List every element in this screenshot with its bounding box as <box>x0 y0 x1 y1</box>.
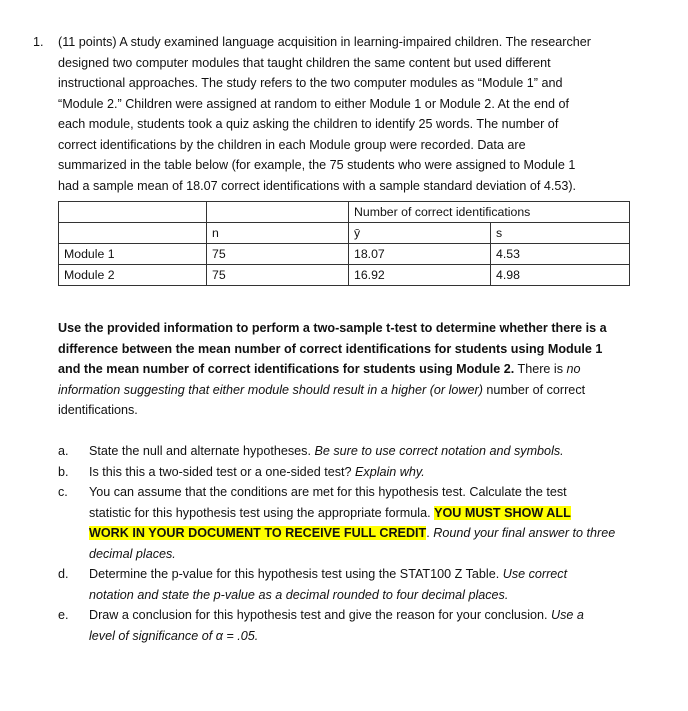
part-normal: State the null and alternate hypotheses. <box>89 444 315 458</box>
part-normal: . <box>426 526 434 540</box>
intro-line: designed two computer modules that taught children the same content but used different <box>58 55 551 70</box>
part-italic: Use correct <box>502 567 568 581</box>
intro-line: correct identifications by the children in each Module group were recorded. Data are <box>58 137 526 152</box>
part-italic: level of significance of α = .05. <box>89 628 259 643</box>
part-italic: Be sure to use correct notation and symbols. <box>314 444 564 458</box>
table-row <box>59 244 630 265</box>
cell-mean: 16.92 <box>349 265 491 286</box>
part-text <box>89 626 668 647</box>
table-cell-empty <box>207 202 349 223</box>
cell-mean: 18.07 <box>349 244 491 265</box>
intro-line: “Module 2.” Children were assigned at random to either Module 1 or Module 2. At the end of <box>58 96 570 111</box>
part-label: d. <box>58 567 69 581</box>
part-c <box>58 482 668 564</box>
highlight-text: WORK IN YOUR DOCUMENT TO RECEIVE FULL CREDIT <box>89 526 427 540</box>
part-text: You can assume that the conditions are met for this hypothesis test. Calculate the test <box>89 485 567 499</box>
part-normal: Determine the p-value for this hypothesis test using the STAT100 Z Table. <box>89 567 503 581</box>
part-italic: Use a <box>551 608 584 622</box>
part-label: a. <box>58 444 69 458</box>
task-italic-line: information suggesting that either module should result in a higher (or lower) <box>58 382 483 397</box>
task-last-line: identifications. <box>58 403 138 417</box>
part-text <box>89 544 668 565</box>
part-label: b. <box>58 464 69 479</box>
task-instructions <box>58 318 668 421</box>
intro-line: summarized in the table below (for example, the 75 students who were assigned to Module 1 <box>58 158 576 172</box>
part-text <box>89 503 668 524</box>
column-header-n: n <box>207 223 349 244</box>
task-mixed-line <box>58 380 668 401</box>
part-label: c. <box>58 485 68 499</box>
intro-line: had a sample mean of 18.07 correct identifications with a sample standard deviation of 4.53). <box>58 178 577 193</box>
parts-list <box>58 441 668 646</box>
table-row <box>59 265 630 286</box>
task-bold-line: Use the provided information to perform a two-sample t-test to determine whether there is a <box>58 321 607 335</box>
row-label: Module 2 <box>59 265 207 286</box>
task-bold-line: difference between the mean number of correct identifications for students using Module 1 <box>58 341 603 356</box>
intro-line: (11 points) A study examined language acquisition in learning-impaired children. The researcher <box>58 35 591 49</box>
task-mixed-line <box>58 359 668 380</box>
part-text <box>89 564 668 585</box>
table-cell-empty <box>59 223 207 244</box>
part-italic: Explain why. <box>355 464 425 479</box>
table-header-row <box>59 202 630 223</box>
part-a <box>58 441 668 462</box>
intro-line: each module, students took a quiz asking the children to identify 25 words. The number of <box>58 117 559 131</box>
task-normal-tail: number of correct <box>482 382 586 397</box>
cell-sd: 4.53 <box>491 244 630 265</box>
group-header: Number of correct identifications <box>349 202 630 223</box>
table-subheader-row <box>59 223 630 244</box>
task-italic-no: no <box>566 362 581 376</box>
part-text <box>89 585 668 606</box>
task-normal-text: There is <box>514 362 567 376</box>
part-e <box>58 605 668 646</box>
part-text <box>89 523 668 544</box>
part-normal: Is this this a two-sided test or a one-sided test? <box>89 464 355 479</box>
task-bold-line: and the mean number of correct identifications for students using Module 2. <box>58 362 515 376</box>
part-italic: decimal places. <box>89 546 176 561</box>
question-number: 1. <box>33 35 44 49</box>
question-intro <box>58 32 668 196</box>
part-text <box>89 605 668 626</box>
part-text <box>89 441 668 462</box>
part-d <box>58 564 668 605</box>
column-header-sd: s <box>491 223 630 244</box>
cell-n: 75 <box>207 244 349 265</box>
part-b <box>58 462 668 483</box>
summary-table <box>58 201 630 286</box>
row-label: Module 1 <box>59 244 207 265</box>
part-label: e. <box>58 608 69 622</box>
cell-n: 75 <box>207 265 349 286</box>
part-normal: Draw a conclusion for this hypothesis test and give the reason for your conclusion. <box>89 608 552 622</box>
column-header-mean: ȳ <box>349 223 491 244</box>
table-cell-empty <box>59 202 207 223</box>
cell-sd: 4.98 <box>491 265 630 286</box>
part-italic: notation and state the p-value as a decimal rounded to four decimal places. <box>89 587 509 602</box>
part-italic: Round your final answer to three <box>433 526 616 540</box>
part-text <box>89 462 668 483</box>
intro-line: instructional approaches. The study refers to the two computer modules as “Module 1” and <box>58 76 563 90</box>
highlight-text: YOU MUST SHOW ALL <box>434 505 571 520</box>
part-normal: statistic for this hypothesis test using the appropriate formula. <box>89 505 435 520</box>
